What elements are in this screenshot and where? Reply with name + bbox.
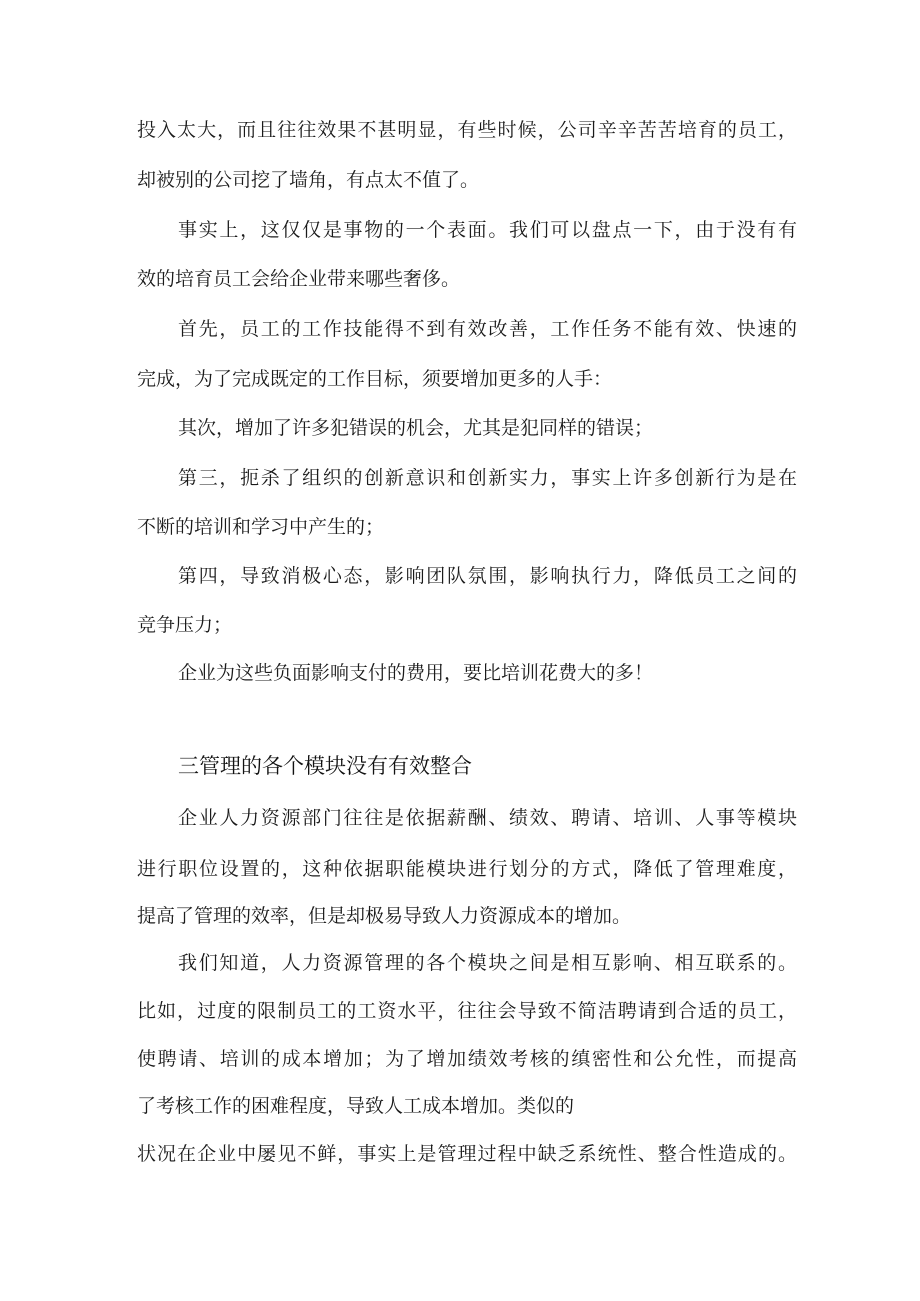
paragraph-line: 事实上，这仅仅是事物的一个表面。我们可以盘点一下，由于没有有 [178, 219, 797, 241]
paragraph-line: 提高了管理的效率，但是却极易导致人力资源成本的增加。 [137, 905, 632, 927]
paragraph-line: 首先，员工的工作技能得不到有效改善，工作任务不能有效、快速的 [178, 318, 797, 340]
paragraph-line: 企业为这些负面影响支付的费用，要比培训花费大的多！ [178, 662, 654, 684]
paragraph-line: 第三，扼杀了组织的创新意识和创新实力，事实上许多创新行为是在 [178, 467, 797, 489]
paragraph-line: 企业人力资源部门往往是依据薪酬、绩效、聘请、培训、人事等模块 [178, 807, 797, 829]
paragraph-line: 效的培育员工会给企业带来哪些奢侈。 [137, 268, 461, 290]
paragraph-line: 其次，增加了许多犯错误的机会，尤其是犯同样的错误； [178, 417, 654, 439]
paragraph-line: 状况在企业中屡见不鲜，事实上是管理过程中缺乏系统性、整合性造成的。 [137, 1143, 797, 1165]
paragraph-line: 比如，过度的限制员工的工资水平，往往会导致不简洁聘请到合适的员工， [137, 1000, 797, 1022]
paragraph-line: 进行职位设置的，这种依据职能模块进行划分的方式，降低了管理难度， [137, 858, 797, 880]
paragraph-line: 第四，导致消极心态，影响团队氛围，影响执行力，降低员工之间的 [178, 565, 797, 587]
paragraph-line: 竞争压力； [137, 614, 233, 636]
paragraph-line: 了考核工作的困难程度，导致人工成本增加。类似的 [137, 1095, 575, 1117]
section-heading: 三管理的各个模块没有有效整合 [178, 754, 472, 778]
paragraph-line: 我们知道，人力资源管理的各个模块之间是相互影响、相互联系的。 [178, 952, 797, 974]
paragraph-line: 不断的培训和学习中产生的； [137, 516, 385, 538]
paragraph-line: 却被别的公司挖了墙角，有点太不值了。 [137, 169, 480, 191]
paragraph-line: 投入太大，而且往往效果不甚明显，有些时候，公司辛辛苦苦培育的员工， [137, 119, 797, 141]
paragraph-line: 完成，为了完成既定的工作目标，须要增加更多的人手： [137, 368, 613, 390]
paragraph-line: 使聘请、培训的成本增加；为了增加绩效考核的缜密性和公允性，而提高 [137, 1048, 797, 1070]
